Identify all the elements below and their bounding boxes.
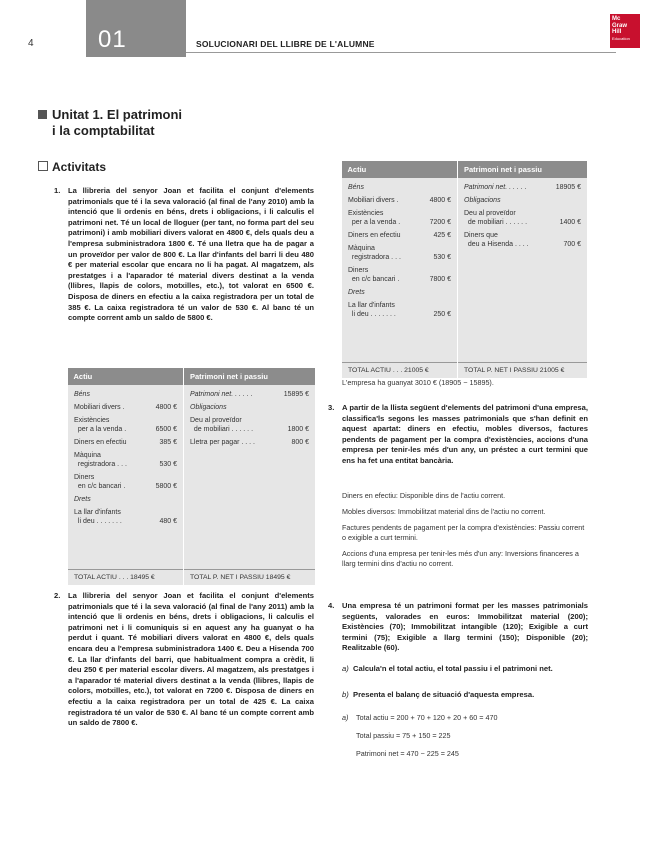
balance-row [348, 301, 451, 319]
actiu-column [68, 385, 184, 569]
answer-line: Patrimoni net = 470 − 225 = 245 [356, 749, 459, 758]
total-actiu: TOTAL ACTIU . . . 18495 € [68, 569, 184, 585]
row-label: La llar d'infants li deu . . . . . . . [74, 509, 122, 525]
balance-row [74, 508, 177, 526]
page-number: 4 [28, 38, 34, 49]
row-label: Existències per a la venda . [74, 417, 127, 433]
question-2 [54, 591, 314, 729]
row-value: 425 € [433, 232, 451, 239]
question-2-answer: L'empresa ha guanyat 3010 € (18905 − 15895). [342, 378, 494, 387]
row-label: Patrimoni net. . . . . . [464, 184, 527, 191]
row-value: 4800 € [155, 404, 177, 411]
question-number: 2. [54, 591, 61, 600]
row-label: Patrimoni net. . . . . . [190, 391, 253, 398]
answer-line: Accions d'una empresa per tenir-les més d'un any: Inversions financeres a llarg termini dins d'actiu no corrent. [342, 549, 579, 568]
unit-title [52, 107, 182, 139]
question-4-part-b [342, 690, 588, 701]
row-label: Mobiliari divers . [348, 197, 399, 204]
answer-label: a) [342, 713, 349, 722]
row-label: Diners en c/c bancari . [74, 474, 126, 490]
table-header-actiu: Actiu [342, 161, 458, 178]
answer-line: Factures pendents de pagament per la compra d'existències: Passiu corrent o exigible a curt termini. [342, 523, 585, 542]
table-header-passiu: Patrimoni net i passiu [458, 161, 588, 178]
row-label: Diners en efectiu [348, 232, 401, 239]
logo-line: Education [612, 35, 630, 41]
table-header-actiu: Actiu [68, 368, 184, 385]
category-label: Obligacions [190, 404, 227, 411]
part-label: a) [342, 664, 349, 673]
row-value: 7800 € [429, 276, 451, 283]
balance-row [348, 231, 451, 240]
row-value: 5800 € [155, 483, 177, 490]
row-value: 700 € [563, 241, 581, 248]
category-label: Obligacions [464, 197, 501, 204]
balance-row [190, 390, 309, 399]
table-header-passiu: Patrimoni net i passiu [184, 368, 316, 385]
row-value: 385 € [159, 439, 177, 446]
category-label: Drets [348, 289, 365, 296]
balance-row [74, 403, 177, 412]
row-label: Deu al proveïdor de mobiliari . . . . . . [190, 417, 254, 433]
total-passiu: TOTAL P. NET I PASSIU 18495 € [184, 569, 316, 585]
balance-row [348, 266, 451, 284]
category-label: Béns [74, 391, 90, 398]
actiu-column [342, 178, 458, 362]
header-rule [186, 52, 616, 53]
question-3-answers [342, 491, 588, 575]
total-actiu: TOTAL ACTIU . . . 21005 € [342, 362, 458, 378]
row-label: La llar d'infants li deu . . . . . . . [348, 302, 396, 318]
balance-table-2 [341, 161, 587, 378]
balance-row [74, 416, 177, 434]
balance-row [464, 209, 581, 227]
question-1 [54, 186, 314, 324]
question-number: 4. [328, 601, 335, 610]
chapter-tab [86, 0, 186, 57]
row-value: 250 € [433, 311, 451, 318]
logo-line: Hill [612, 29, 622, 36]
passiu-column [458, 178, 588, 362]
question-number: 3. [328, 403, 335, 412]
question-number: 1. [54, 186, 61, 195]
part-label: b) [342, 690, 349, 699]
question-3 [328, 403, 588, 467]
total-passiu: TOTAL P. NET I PASSIU 21005 € [458, 362, 588, 378]
unit-title-line: i la comptabilitat [52, 123, 155, 138]
balance-row [74, 473, 177, 491]
row-label: Lletra per pagar . . . . [190, 439, 255, 446]
row-label: Deu al proveïdor de mobiliari . . . . . . [464, 210, 528, 226]
row-value: 800 € [291, 439, 309, 446]
row-value: 18905 € [555, 184, 581, 191]
balance-row [74, 438, 177, 447]
row-label: Mobiliari divers . [74, 404, 125, 411]
question-4-answer [342, 712, 588, 760]
row-value: 7200 € [429, 219, 451, 226]
row-label: Màquina registradora . . . [74, 452, 127, 468]
publisher-logo [610, 14, 640, 48]
category-label: Drets [74, 496, 91, 503]
square-bullet-icon [38, 110, 47, 119]
book-title: SOLUCIONARI DEL LLIBRE DE L'ALUMNE [196, 39, 375, 49]
row-value: 530 € [159, 461, 177, 468]
balance-row [190, 438, 309, 447]
row-label: Màquina registradora . . . [348, 245, 401, 261]
question-text: La llibreria del senyor Joan et facilita el conjunt d'elements patrimonials que té i la seva valoració (al final de l'any 2010) amb la intenció que li ordenis en béns, drets i obligacions, i li calculis el patrimoni net. Té un local de lloguer (per tant, no forma part del seu patrimoni) i amb mobiliari divers valorat en 4800 €, dels quals deu a l'empresa subministradora 1800 €. Té una lletra que ha de pagar a un proveïdor per valor de 800 €. La llar d'infants del barri li deu 480 € per material escolar que encara no li ha pagat. Al magatzem, als prestatges i a l'aparador té material divers destinat a la venda (llibres, llapis de colors, motxilles, etc.), tot valorat en 6500 €. Disposa de diners en efectiu a la caixa registradora per un total de 385 €. La caixa registradora té un valor de 530 €. Al banc té un compte corrent amb un saldo de 5800 €. [68, 186, 314, 323]
section-heading [52, 160, 106, 174]
answer-line: Diners en efectiu: Disponible dins de l'actiu corrent. [342, 491, 506, 500]
row-value: 4800 € [429, 197, 451, 204]
row-value: 15895 € [283, 391, 309, 398]
question-text: A partir de la llista següent d'elements del patrimoni d'una empresa, classifica'ls segons les masses patrimonials que s'han definit en aquest apartat: diners en efectiu, mobles diversos, factures pendents de pagament per la compra d'existències, accions d'una empresa per tenir-les més d'un any, un préstec a curt termini que ens ha fet una entitat bancària. [342, 403, 588, 465]
balance-row [348, 244, 451, 262]
row-value: 1400 € [559, 219, 581, 226]
question-text: La llibreria del senyor Joan et facilita el conjunt d'elements patrimonials que té i la seva valoració (al final de l'any 2011) amb la intenció que li ordenis en béns, drets i obligacions, li calculis el patrimoni net i li comuniquis si en aquest any ha guanyat o ha perdut i quant. Té mobiliari divers valorat en 4800 €, dels quals encara deu a l'empresa subministradora 1400 €. Deu a Hisenda 700 €. La llar d'infants del barri, que habitualment compra a crèdit, li deu 250 € per material escolar divers. Al magatzem, als prestatges i a l'aparador té material divers destinat a la venda (llibres, llapis de colors, motxilles, etc.), tot valorat en 7200 €. Disposa de diners en efectiu a la caixa registradora per un total de 425 €. La caixa registradora té un valor de 530 €. Al banc té un compte corrent amb un saldo de 7800 €. [68, 591, 314, 728]
checkbox-outline-icon [38, 161, 48, 171]
row-value: 6500 € [155, 426, 177, 433]
question-text: Una empresa té un patrimoni format per les masses patrimonials següents, valorades en euros: Immobilitzat material (200); Existències (70); Immobilitzat intangible (120); Exigible a curt termini (75); Exigible a llarg termini (150); Disponible (20); Realitzable (60). [342, 601, 588, 653]
balance-row [348, 209, 451, 227]
answer-line: Mobles diversos: Immobilitzat material dins de l'actiu no corrent. [342, 507, 546, 516]
balance-row [348, 196, 451, 205]
section-heading-text: Activitats [52, 160, 107, 174]
row-value: 1800 € [287, 426, 309, 433]
part-text: Calcula'n el total actiu, el total passiu i el patrimoni net. [353, 664, 553, 673]
balance-row [74, 451, 177, 469]
row-label: Diners en efectiu [74, 439, 127, 446]
row-value: 480 € [159, 518, 177, 525]
row-label: Diners que deu a Hisenda . . . . [464, 232, 529, 248]
question-4-part-a [342, 664, 588, 675]
chapter-number: 01 [98, 26, 127, 53]
row-value: 530 € [433, 254, 451, 261]
balance-row [190, 416, 309, 434]
row-label: Diners en c/c bancari . [348, 267, 400, 283]
answer-line: Total actiu = 200 + 70 + 120 + 20 + 60 = 470 [356, 713, 498, 722]
passiu-column [184, 385, 316, 569]
logo-line: Graw [612, 22, 628, 29]
unit-title-line: Unitat 1. El patrimoni [52, 107, 183, 122]
balance-row [464, 231, 581, 249]
answer-line: Total passiu = 75 + 150 = 225 [356, 731, 451, 740]
logo-line: Mc [612, 16, 621, 22]
balance-table-1 [67, 368, 315, 585]
question-4 [328, 601, 588, 654]
part-text: Presenta el balanç de situació d'aquesta empresa. [353, 690, 535, 699]
row-label: Existències per a la venda . [348, 210, 401, 226]
balance-row [464, 183, 581, 192]
category-label: Béns [348, 184, 364, 191]
